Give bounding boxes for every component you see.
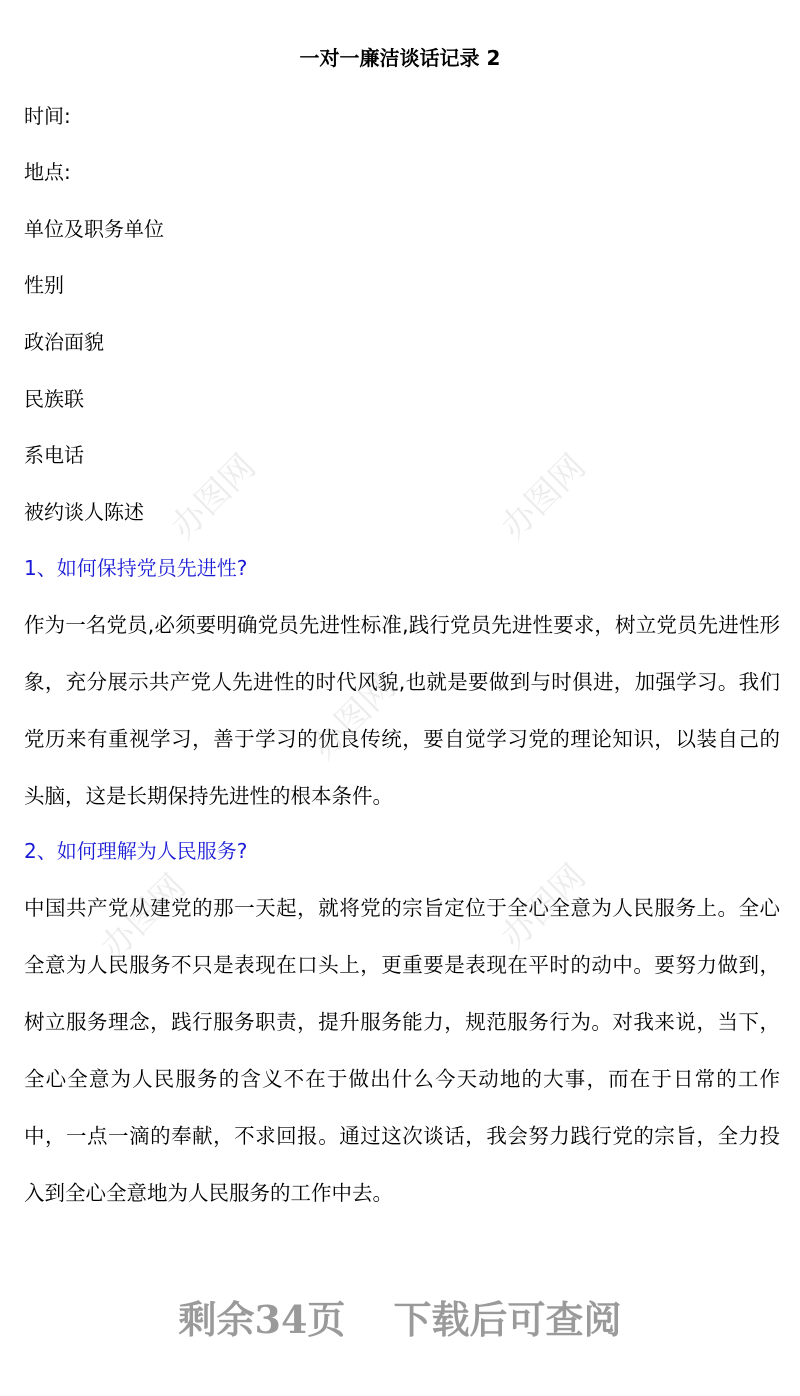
- watermark: 办图网: [163, 446, 264, 548]
- field-ethnicity: 民族联: [24, 387, 84, 411]
- answer-1: 作为一名党员,必须要明确党员先进性标准,践行党员先进性要求，树立党员先进性形象，充分展示共产党人先进性的时代风貌,也就是要做到与时俱进，加强学习。我们党历来有重视学习，善于学习的优良传统，要自觉学习党的理论知识，以装自己的头脑，这是长期保持先进性的根本条件。: [24, 613, 780, 808]
- field-location: 地点:: [24, 160, 71, 184]
- question-1: 1、如何保持党员先进性?: [24, 556, 248, 580]
- field-gender: 性别: [24, 273, 64, 297]
- download-to-view-label: 下载后可查阅: [393, 1297, 622, 1342]
- field-time: 时间:: [24, 104, 71, 128]
- remaining-pages-label: 剩余34页: [178, 1297, 346, 1342]
- watermark: 办图网: [93, 866, 194, 968]
- document-title: 一对一廉洁谈话记录 2: [299, 46, 501, 70]
- field-interviewee-statement: 被约谈人陈述: [24, 500, 144, 524]
- watermark: 办图网: [303, 666, 404, 768]
- answer-2: 中国共产党从建党的那一天起，就将党的宗旨定位于全心全意为人民服务上。全心全意为人民服务不只是表现在口头上，更重要是表现在平时的动中。要努力做到，树立服务理念，践行服务职责，提升服务能力，规范服务行为。对我来说，当下，全心全意为人民服务的含义不在于做出什么今天动地的大事，而在于日常的工作中，一点一滴的奉献，不求回报。通过这次谈话，我会努力践行党的宗旨，全力投入到全心全意地为人民服务的工作中去。: [24, 896, 780, 1205]
- field-political-status: 政治面貌: [24, 330, 104, 354]
- field-phone: 系电话: [24, 443, 84, 467]
- download-banner[interactable]: [0, 1296, 800, 1344]
- watermark: 办图网: [493, 856, 594, 958]
- watermark: 办图网: [493, 446, 594, 548]
- field-unit-position: 单位及职务单位: [24, 217, 164, 241]
- question-2: 2、如何理解为人民服务?: [24, 839, 248, 863]
